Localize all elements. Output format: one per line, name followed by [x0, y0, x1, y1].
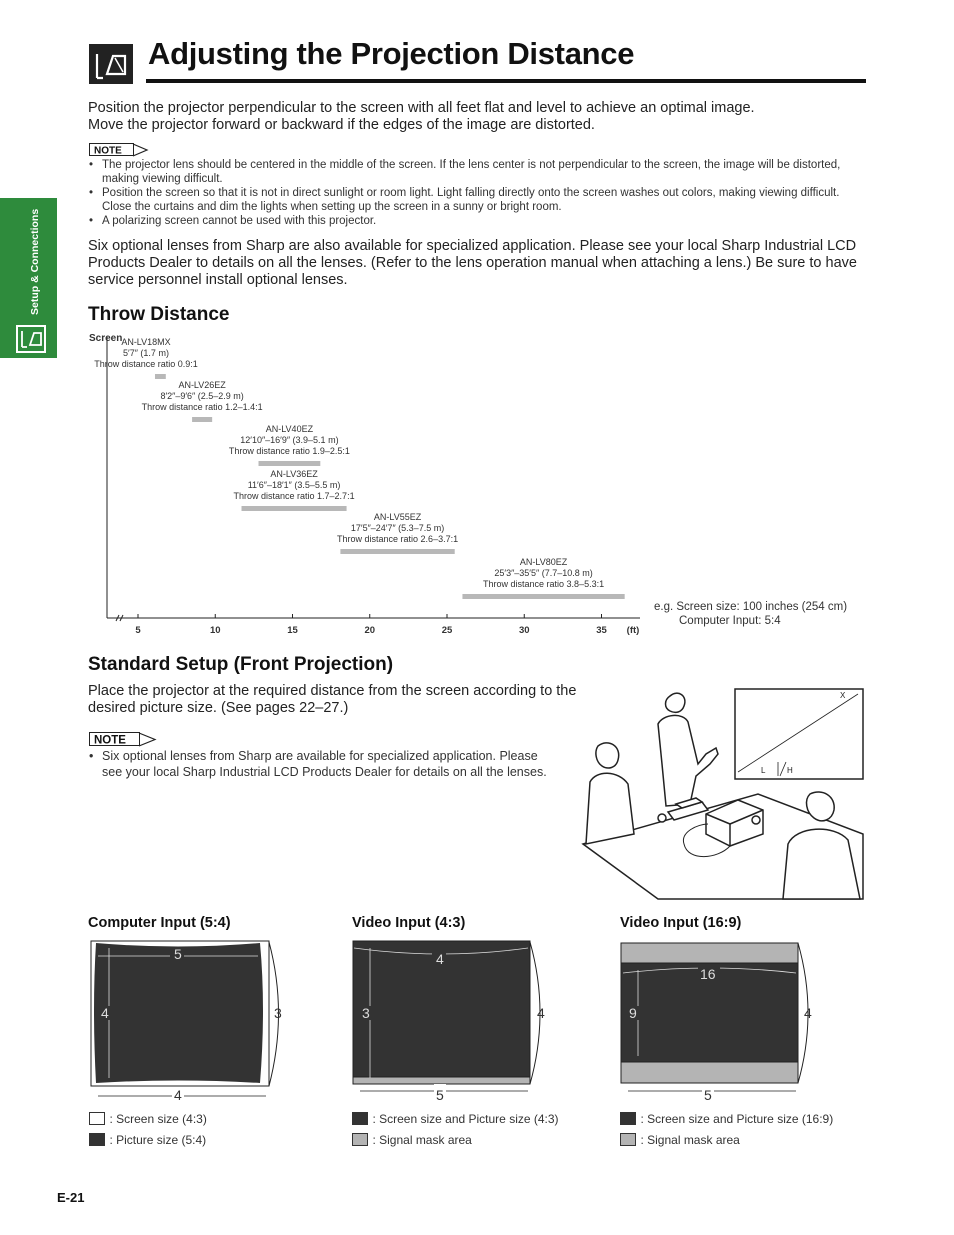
note-badge	[89, 732, 161, 747]
lens-model-label: AN-LV80EZ	[519, 557, 568, 567]
intro-notes	[89, 158, 869, 228]
video-input-169-heading: Video Input (16:9)	[620, 915, 742, 931]
dimension-label: 4	[436, 951, 444, 967]
y-axis-label: Screen	[89, 333, 123, 344]
throw-range-bar	[259, 461, 321, 466]
computer-input-diagram	[88, 938, 288, 1108]
lens-range-label: 5′7″ (1.7 m)	[123, 348, 169, 358]
chart-example-note	[654, 600, 847, 628]
lens-range-label: 8′2″–9′6″ (2.5–2.9 m)	[160, 391, 244, 401]
x-tick-label: 20	[364, 625, 376, 636]
dimension-label: 4	[101, 1005, 109, 1021]
legend-swatch-white	[89, 1112, 105, 1125]
dimension-label: 5	[704, 1087, 712, 1103]
svg-text:Setup & Connections: Setup & Connections	[29, 208, 41, 315]
throw-distance-heading: Throw Distance	[88, 304, 230, 325]
lens-ratio-label: Throw distance ratio 1.9–2.5:1	[228, 446, 350, 456]
page-title: Adjusting the Projection Distance	[148, 36, 635, 71]
title-rule	[146, 79, 866, 83]
svg-text:H: H	[787, 766, 793, 775]
svg-text:L: L	[761, 766, 766, 775]
projector-section-icon	[89, 44, 133, 84]
page-number: E-21	[57, 1190, 85, 1205]
note-bullet: • Six optional lenses from Sharp are available for specialized application. Please see your local Sharp Industrial LCD Products Dealer for details on all the lenses.	[89, 749, 549, 780]
legend-label: : Screen size and Picture size (16:9)	[640, 1112, 834, 1126]
side-tab-label	[8, 205, 48, 325]
lens-model-label: AN-LV55EZ	[373, 512, 422, 522]
dimension-label: 5	[436, 1087, 444, 1103]
legend-swatch-gray	[352, 1133, 368, 1146]
dimension-label: 16	[700, 966, 716, 982]
lens-paragraph: Six optional lenses from Sharp are also available for specialized application. Please see your local Sharp Industrial LCD Products Dealer to details on all the lenses. (Refer to the lens operation manual when attaching a lens.) Be sure to have service personnel install optional lenses.	[88, 238, 857, 288]
x-tick-label: 10	[209, 625, 221, 636]
standard-setup-heading: Standard Setup (Front Projection)	[88, 654, 394, 675]
setup-note	[89, 749, 549, 780]
lens-model-label: AN-LV18MX	[121, 337, 171, 347]
x-tick-label: 15	[287, 625, 298, 636]
intro-paragraph	[88, 100, 878, 134]
example-input: Computer Input: 5:4	[679, 615, 781, 627]
note-bullet: • Position the screen so that it is not in direct sunlight or room light. Light falling directly onto the screen washes out colors, making viewing difficult. Close the curtains and dim the lights when setting up the screen in a sunny or bright room.	[89, 186, 869, 214]
lens-model-label: AN-LV26EZ	[178, 380, 226, 390]
legend-label: : Screen size and Picture size (4:3)	[372, 1112, 559, 1126]
note-bullet: • The projector lens should be centered in the middle of the screen. If the lens center is not perpendicular to the screen, the image will be distorted, making viewing difficult.	[89, 158, 869, 186]
setup-icon	[16, 325, 46, 353]
legend-swatch-dark	[620, 1112, 636, 1125]
x-tick-label: 25	[441, 625, 453, 636]
legend-label: : Screen size (4:3)	[109, 1112, 207, 1126]
lens-range-label: 12′10″–16′9″ (3.9–5.1 m)	[240, 435, 339, 445]
throw-range-bar	[462, 594, 624, 599]
throw-range-bar	[340, 549, 454, 554]
front-projection-illustration	[578, 684, 868, 904]
lens-ratio-label: Throw distance ratio 0.9:1	[94, 359, 198, 369]
legend-video-43	[352, 1110, 559, 1149]
throw-range-bar	[242, 506, 347, 511]
setup-paragraph: Place the projector at the required distance from the screen according to the desired picture size. (See pages 22–27.)	[88, 683, 577, 716]
legend-computer-input	[89, 1110, 207, 1149]
lens-ratio-label: Throw distance ratio 1.7–2.7:1	[233, 491, 355, 501]
note-badge	[89, 143, 151, 157]
lens-model-label: AN-LV36EZ	[270, 469, 318, 479]
svg-text:X: X	[840, 691, 846, 700]
lens-model-label: AN-LV40EZ	[265, 424, 314, 434]
lens-ratio-label: Throw distance ratio 1.2–1.4:1	[141, 402, 263, 412]
example-screen-size: e.g. Screen size: 100 inches (254 cm)	[654, 601, 848, 613]
dimension-label: 9	[629, 1005, 637, 1021]
video-input-169-diagram	[618, 938, 818, 1108]
x-tick-label: 30	[518, 625, 530, 636]
dimension-label: 3	[362, 1005, 370, 1021]
dimension-label: 5	[174, 946, 182, 962]
dimension-label: 3	[274, 1005, 282, 1021]
lens-ratio-label: Throw distance ratio 2.6–3.7:1	[337, 534, 459, 544]
legend-label: : Signal mask area	[640, 1133, 740, 1147]
legend-video-169	[620, 1110, 833, 1149]
note-bullet: • A polarizing screen cannot be used with this projector.	[89, 214, 869, 228]
legend-swatch-gray	[620, 1133, 636, 1146]
svg-text:NOTE: NOTE	[94, 145, 122, 157]
legend-label: : Signal mask area	[372, 1133, 472, 1147]
lens-ratio-label: Throw distance ratio 3.8–5.3:1	[483, 579, 605, 589]
intro-line-1: Position the projector perpendicular to the screen with all feet flat and level to achieve an optimal image.	[88, 100, 755, 116]
lens-range-label: 17′5″–24′7″ (5.3–7.5 m)	[350, 523, 445, 533]
video-input-43-heading: Video Input (4:3)	[352, 915, 466, 931]
throw-distance-chart	[88, 328, 648, 640]
dimension-label: 4	[537, 1005, 545, 1021]
x-tick-label: 5	[135, 625, 141, 636]
computer-input-heading: Computer Input (5:4)	[88, 915, 231, 931]
legend-swatch-dark	[352, 1112, 368, 1125]
x-unit-label: (ft)	[626, 625, 640, 636]
throw-range-bar	[192, 417, 212, 422]
legend-label: : Picture size (5:4)	[109, 1133, 207, 1147]
video-input-43-diagram	[350, 938, 550, 1108]
dimension-label: 4	[804, 1005, 812, 1021]
x-tick-label: 35	[596, 625, 607, 636]
legend-swatch-dark	[89, 1133, 105, 1146]
intro-line-2: Move the projector forward or backward if the edges of the image are distorted.	[88, 117, 595, 133]
lens-range-label: 11′6″–18′1″ (3.5–5.5 m)	[247, 480, 341, 490]
dimension-label: 4	[174, 1087, 182, 1103]
svg-text:NOTE: NOTE	[94, 734, 126, 747]
throw-range-bar	[155, 374, 166, 379]
lens-range-label: 25′3″–35′5″ (7.7–10.8 m)	[494, 568, 593, 578]
